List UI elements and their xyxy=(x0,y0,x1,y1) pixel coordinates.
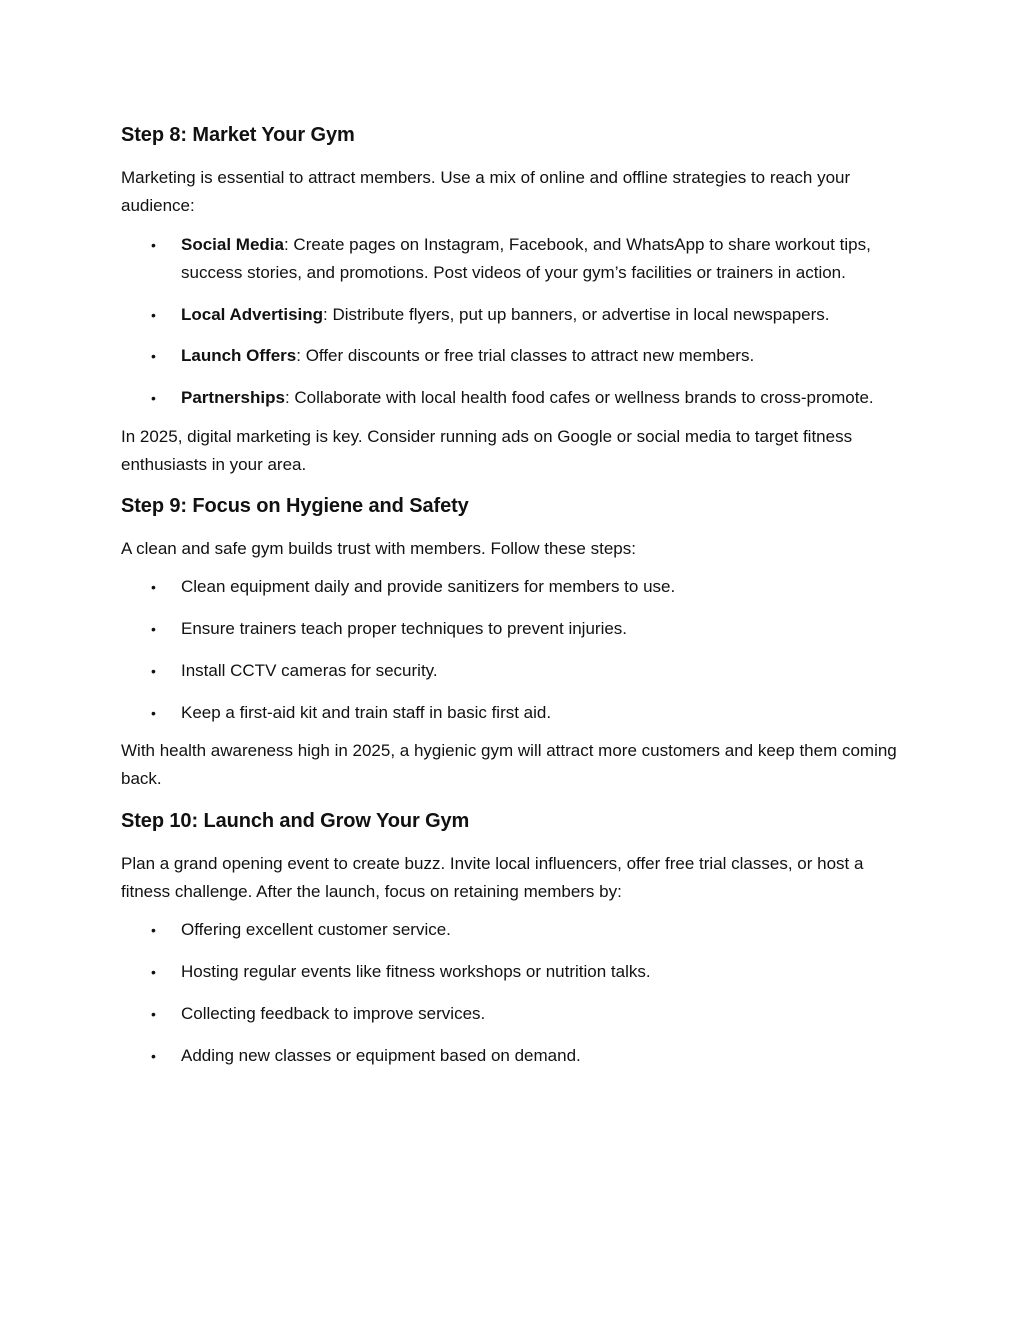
bullet-list xyxy=(121,573,911,727)
list-item xyxy=(121,342,911,370)
section-heading: Step 8: Market Your Gym xyxy=(121,124,355,146)
list-item-term: Local Advertising xyxy=(181,304,324,324)
list-item-text: Hosting regular events like fitness workshops or nutrition talks. xyxy=(181,962,651,982)
list-item xyxy=(121,1042,911,1070)
list-item-text: : Create pages on Instagram, Facebook, and WhatsApp to share workout tips, success stories, and promotions. Post videos of your gym’s facilities or trainers in action. xyxy=(181,234,871,282)
bullet-icon: • xyxy=(151,579,156,596)
section-step-8 xyxy=(121,118,911,479)
list-item-term: Partnerships xyxy=(181,388,285,408)
section-outro: With health awareness high in 2025, a hygienic gym will attract more customers and keep them coming back. xyxy=(121,741,897,789)
section-outro: In 2025, digital marketing is key. Consider running ads on Google or social media to target fitness enthusiasts in your area. xyxy=(121,426,853,474)
list-item-text: Ensure trainers teach proper techniques to prevent injuries. xyxy=(181,619,628,639)
list-item xyxy=(121,301,911,329)
list-item-text: Adding new classes or equipment based on demand. xyxy=(181,1045,581,1065)
section-intro: Marketing is essential to attract members. Use a mix of online and offline strategies to reach your audience: xyxy=(121,168,851,216)
bullet-list xyxy=(121,231,911,413)
list-item-text: : Offer discounts or free trial classes to attract new members. xyxy=(296,346,755,366)
section-heading: Step 10: Launch and Grow Your Gym xyxy=(121,809,470,832)
section-heading: Step 9: Focus on Hygiene and Safety xyxy=(121,495,469,518)
list-item-text: Offering excellent customer service. xyxy=(181,920,451,940)
list-item xyxy=(121,615,911,643)
list-item-term: Launch Offers xyxy=(181,346,297,366)
list-item-text: : Distribute flyers, put up banners, or advertise in local newspapers. xyxy=(323,304,830,324)
list-item xyxy=(121,958,911,986)
bullet-icon: • xyxy=(151,704,156,721)
list-item xyxy=(121,384,911,412)
document-page xyxy=(121,118,911,1080)
section-step-9 xyxy=(121,489,911,794)
bullet-icon: • xyxy=(151,1047,156,1064)
bullet-icon: • xyxy=(151,663,156,680)
bullet-list xyxy=(121,916,911,1070)
section-step-10 xyxy=(121,804,911,1070)
bullet-icon: • xyxy=(151,306,156,323)
bullet-icon: • xyxy=(151,621,156,638)
list-item xyxy=(121,657,911,685)
list-item-term: Social Media xyxy=(181,234,284,254)
list-item xyxy=(121,916,911,944)
bullet-icon: • xyxy=(151,1005,156,1022)
list-item xyxy=(121,231,911,288)
bullet-icon: • xyxy=(151,236,156,253)
section-intro: Plan a grand opening event to create buzz. Invite local influencers, offer free trial classes, or host a fitness challenge. After the launch, focus on retaining members by: xyxy=(121,853,864,902)
list-item-text: Install CCTV cameras for security. xyxy=(181,661,438,681)
bullet-icon: • xyxy=(151,390,156,407)
bullet-icon: • xyxy=(151,922,156,939)
list-item-text: : Collaborate with local health food cafes or wellness brands to cross-promote. xyxy=(284,388,874,408)
list-item xyxy=(121,573,911,601)
bullet-icon: • xyxy=(151,964,156,981)
list-item-text: Collecting feedback to improve services. xyxy=(181,1003,486,1023)
list-item xyxy=(121,699,911,727)
list-item-text: Keep a first-aid kit and train staff in basic first aid. xyxy=(181,702,552,722)
bullet-icon: • xyxy=(151,348,156,365)
section-intro: A clean and safe gym builds trust with members. Follow these steps: xyxy=(121,539,636,559)
list-item-text: Clean equipment daily and provide sanitizers for members to use. xyxy=(181,577,676,597)
list-item xyxy=(121,1000,911,1028)
